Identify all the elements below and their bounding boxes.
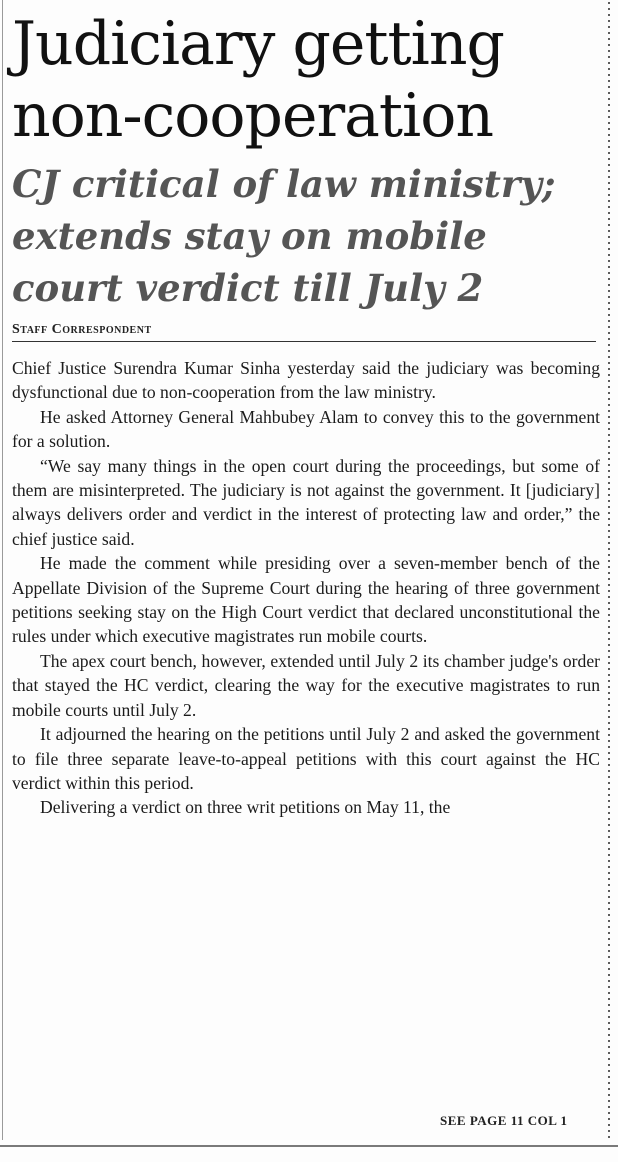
left-column-rule <box>2 0 3 1140</box>
paragraph: Chief Justice Surendra Kumar Sinha yesterday said the judiciary was becoming dysfunctional due to non-cooperation from the law ministry. <box>12 358 600 403</box>
continuation-reference: SEE PAGE 11 COL 1 <box>440 1113 568 1128</box>
byline: Staff Correspondent <box>12 322 152 337</box>
article-column <box>12 0 600 820</box>
paragraph: It adjourned the hearing on the petitions until July 2 and asked the government to file three separate leave-to-appeal petitions with this court against the HC verdict within this period. <box>12 724 600 793</box>
paragraph: He made the comment while presiding over a seven-member bench of the Appellate Division of the Supreme Court during the hearing of three government petitions seeking stay on the High Court verdict that declared unconstitutional the rules under which executive magistrates run mobile courts. <box>12 553 600 647</box>
paragraph: Delivering a verdict on three writ petitions on May 11, the <box>40 797 451 818</box>
right-dotted-rule <box>608 0 610 1140</box>
paragraph: The apex court bench, however, extended until July 2 its chamber judge's order that stayed the HC verdict, clearing the way for the executive magistrates to run mobile courts until July 2. <box>12 650 600 720</box>
subheadline: CJ critical of law ministry; extends stay on mobile court verdict till July 2 <box>12 162 556 310</box>
bottom-rule <box>0 1145 618 1147</box>
paragraph: “We say many things in the open court during the proceedings, but some of them are misinterpreted. The judiciary is not against the government. It [judiciary] always delivers order and verdict in the interest of protecting law and order,” the chief justice said. <box>12 455 600 549</box>
article-body <box>12 356 600 820</box>
headline: Judiciary getting non-cooperation <box>12 9 504 151</box>
byline-rule <box>12 341 596 342</box>
paragraph: He asked Attorney General Mahbubey Alam to convey this to the government for a solution. <box>12 406 600 452</box>
